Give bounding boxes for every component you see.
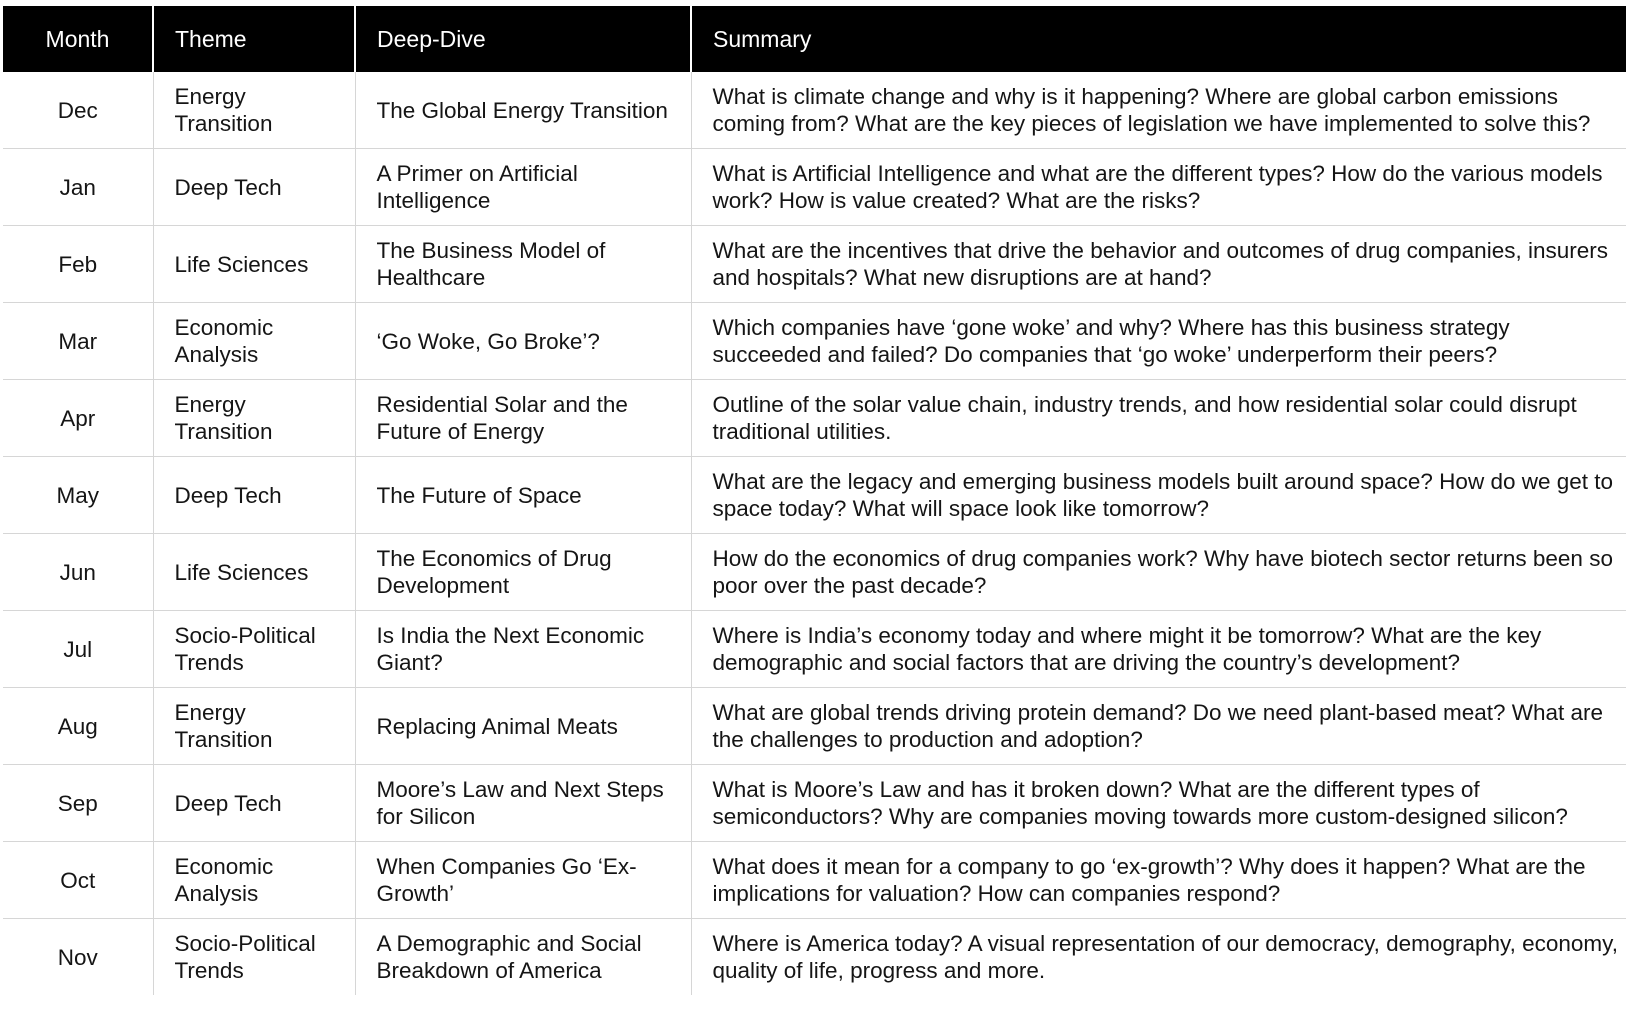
deep-dive-schedule-table — [3, 6, 1626, 995]
column-header-month: Month — [3, 6, 153, 72]
deep-dive-cell: A Demographic and Social Breakdown of America — [355, 919, 691, 996]
column-header-deep-dive: Deep-Dive — [355, 6, 691, 72]
summary-cell: Where is America today? A visual representation of our democracy, demography, economy, quality of life, progress and more. — [712, 931, 1618, 983]
theme-cell: Energy Transition — [153, 688, 355, 765]
summary-cell: What does it mean for a company to go ‘ex-growth’? Why does it happen? What are the implications for valuation? How can companies respond? — [691, 842, 1626, 919]
deep-dive-cell: A Primer on Artificial Intelligence — [355, 149, 691, 226]
column-header-summary: Summary — [691, 6, 1626, 72]
deep-dive-cell: The Future of Space — [355, 457, 691, 534]
table-row — [3, 457, 1626, 534]
summary-cell: What are global trends driving protein demand? Do we need plant-based meat? What are the challenges to production and adoption? — [691, 688, 1626, 765]
theme-cell: Deep Tech — [153, 149, 355, 226]
theme-cell: Life Sciences — [153, 226, 355, 303]
deep-dive-cell: When Companies Go ‘Ex-Growth’ — [355, 842, 691, 919]
month-cell: Jan — [3, 149, 153, 226]
summary-cell: What are the legacy and emerging business models built around space? How do we get to space today? What will space look like tomorrow? — [691, 457, 1626, 534]
table-row — [3, 611, 1626, 688]
deep-dive-cell: Replacing Animal Meats — [355, 688, 691, 765]
summary-cell: Outline of the solar value chain, industry trends, and how residential solar could disrupt traditional utilities. — [691, 380, 1626, 457]
month-cell: Feb — [3, 226, 153, 303]
table-row — [3, 842, 1626, 919]
theme-cell: Economic Analysis — [153, 842, 355, 919]
summary-cell: What is Artificial Intelligence and what are the different types? How do the various models work? How is value created? What are the risks? — [691, 149, 1626, 226]
month-cell: May — [3, 457, 153, 534]
theme-cell: Economic Analysis — [153, 303, 355, 380]
summary-cell: Where is India’s economy today and where might it be tomorrow? What are the key demographic and social factors that are driving the country’s development? — [691, 611, 1626, 688]
table-body — [3, 72, 1626, 995]
header-row — [3, 6, 1626, 72]
summary-cell: How do the economics of drug companies work? Why have biotech sector returns been so poor over the past decade? — [691, 534, 1626, 611]
month-cell: Apr — [3, 380, 153, 457]
deep-dive-cell: Is India the Next Economic Giant? — [355, 611, 691, 688]
month-cell: Jul — [3, 611, 153, 688]
month-cell: Oct — [3, 842, 153, 919]
summary-cell: What is climate change and why is it happening? Where are global carbon emissions coming from? What are the key pieces of legislation we have implemented to solve this? — [691, 72, 1626, 149]
month-cell: Aug — [3, 688, 153, 765]
theme-cell: Energy Transition — [153, 72, 355, 149]
summary-cell: Which companies have ‘gone woke’ and why? Where has this business strategy succeeded and failed? Do companies that ‘go woke’ underperform their peers? — [691, 303, 1626, 380]
month-cell: Dec — [3, 72, 153, 149]
theme-cell: Socio-Political Trends — [153, 919, 355, 996]
deep-dive-cell: The Business Model of Healthcare — [355, 226, 691, 303]
deep-dive-cell: The Global Energy Transition — [355, 72, 691, 149]
theme-cell: Energy Transition — [153, 380, 355, 457]
theme-cell: Life Sciences — [153, 534, 355, 611]
table-row — [3, 765, 1626, 842]
month-cell: Mar — [3, 303, 153, 380]
table-row — [3, 919, 1626, 996]
table-row — [3, 226, 1626, 303]
table-row — [3, 380, 1626, 457]
table-row — [3, 72, 1626, 149]
table-row — [3, 303, 1626, 380]
summary-cell: What is Moore’s Law and has it broken down? What are the different types of semiconductors? Why are companies moving towards more custom-designed silicon? — [691, 765, 1626, 842]
table-row — [3, 149, 1626, 226]
table-row — [3, 534, 1626, 611]
schedule-table-container — [3, 6, 1626, 995]
summary-cell: What are the incentives that drive the behavior and outcomes of drug companies, insurers and hospitals? What new disruptions are at hand? — [691, 226, 1626, 303]
month-cell: Jun — [3, 534, 153, 611]
deep-dive-cell: ‘Go Woke, Go Broke’? — [355, 303, 691, 380]
deep-dive-cell: The Economics of Drug Development — [355, 534, 691, 611]
deep-dive-cell: Residential Solar and the Future of Energy — [355, 380, 691, 457]
table-row — [3, 688, 1626, 765]
deep-dive-cell: Moore’s Law and Next Steps for Silicon — [355, 765, 691, 842]
theme-cell: Socio-Political Trends — [153, 611, 355, 688]
month-cell: Nov — [3, 919, 153, 996]
table-header — [3, 6, 1626, 72]
month-cell: Sep — [3, 765, 153, 842]
column-header-theme: Theme — [153, 6, 355, 72]
theme-cell: Deep Tech — [153, 765, 355, 842]
theme-cell: Deep Tech — [153, 457, 355, 534]
